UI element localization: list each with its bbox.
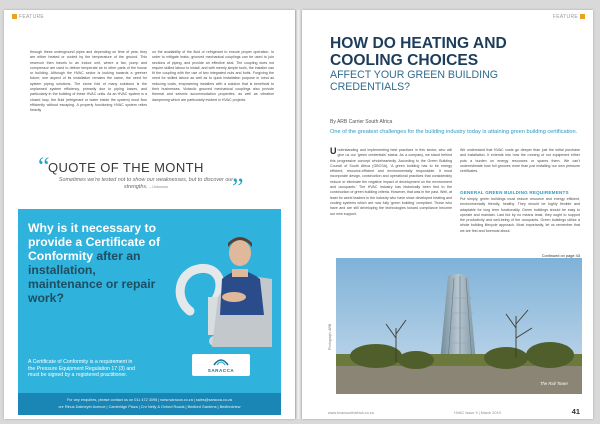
ad-contact-line[interactable]: For any enquiries, please contact us on 011 472 3096 | www.saracca.co.za | sales@saracca.co.za xyxy=(66,398,233,402)
ad-headline-light: Why is it necessary to provide a Certificate of Conformity xyxy=(28,221,161,263)
footer-website[interactable]: www.hvacsouthafrica.co.za xyxy=(328,411,374,415)
section-tag-label: FEATURE xyxy=(19,14,45,20)
magazine-spine xyxy=(295,10,302,419)
quote-body-text: Sometimes we're tested not to show our weaknesses, but to discover our strengths. xyxy=(58,177,234,190)
ad-footer xyxy=(18,393,281,415)
saracca-logo-icon xyxy=(192,354,250,367)
photo-credit: Photograph: ARB xyxy=(328,323,332,350)
quote-text xyxy=(48,177,244,191)
ad-headline xyxy=(28,221,163,305)
tower-photo xyxy=(336,258,582,394)
continued-note: Continued on page 43 xyxy=(541,253,580,258)
ad-headline-dark: after an installation, maintenance or repair work? xyxy=(28,249,156,305)
article-column-1-text: nderstanding and implementing best practices in this sector, who will give us our 'green credentials' status. As a company, we stand behind this progressive concept wholeheartedly. According to the Green Building Council of South Africa (GBCSA), 'A green building has to be energy efficient, resource-efficient and environmentally responsible. It must incorporate design, construction and operational practices that considerably reduce or eliminate the negative impact of development on the environment and occupants.' The HVAC industry has historically been tied to the construction of green building criteria. However, that was in the past. Well, at least for world leaders in the industry who have since developed heating and cooling systems which are now fully 'green building' compliant. Those who have and are still developing the technologies toward compliance become our new support. xyxy=(330,148,452,216)
ad-body: A Certificate of Conformity is a requirement in the Pressure Equipment Regulation 17 (3) and must be signed by a registered practitioner. xyxy=(28,359,135,379)
article-subheadline: AFFECT YOUR GREEN BUILDING CREDENTIALS? xyxy=(330,69,498,93)
engineer-photo xyxy=(168,219,272,347)
quote-title: QUOTE OF THE MONTH xyxy=(48,160,204,175)
left-page xyxy=(4,10,295,419)
saracca-advert[interactable] xyxy=(18,209,281,415)
right-page xyxy=(302,10,593,419)
article-column-2b: Put simply, green buildings must reduce resource and energy efficient, environmentally friendly, healthy. They should be highly flexible and adaptable for long term functionality. Green buildings should be easy to operate and maintain. Last but by no means least, they ought to support the productivity and well-being of the occupants. Green buildings utilise a whole building lifecycle approach. Most importantly, let us remember that we are first and foremost about. xyxy=(460,197,580,233)
photo-caption: The Rail Tower xyxy=(540,381,569,386)
footer-issue: HVAC Issue 9 | March 2019 xyxy=(454,411,501,415)
byline: By ARB Carrier South Africa xyxy=(330,119,393,125)
body-column-1: through these underground pipes and depending on time of year, they are either heated or cooled by the temperature of the ground. This reservoir then travels to an indoor unit, where a fan, pump and compressor are used to deliver temperate air to other parts of the house or building. Although the HVAC sector is looking towards a greener future, one aspect of its installation remains the same, the need for system piping solutions. The stone fold of many solutions is the unplanned system efficiency, primarily due to piping losses, and particularly in the building of these HVAC units. As an HVAC system is a closed loop, the fluid (refrigerant or water inside the system) must flow efficiently without escaping. A properly functioning HVAC system relies heavily xyxy=(30,50,147,113)
section-tag-right-label: FEATURE xyxy=(552,14,578,20)
drop-cap: U xyxy=(330,146,337,156)
section-tag-right xyxy=(553,14,585,20)
close-quote-icon: ” xyxy=(232,173,244,202)
tag-square-icon xyxy=(12,14,17,19)
article-headline: HOW DO HEATING AND COOLING CHOICES xyxy=(330,35,507,69)
open-quote-icon: “ xyxy=(38,152,50,181)
body-column-2: on the availability of the fluid or refrigerant to ensure proper operation. In order to mitigate leaks, grooved mechanical couplings can be used to join sections of piping, and provide an effective seal. The coupling does not require skilled labour to install, and with merely simple tools, the installer can fit the coupling with the use of two integrated nuts and bolts. Forgiving the need for skilled labour as well as to quick installation purpose in mind as reducing costs, empowering installers with a solution that is beneficial to their businesses. Victaulic grooved mechanical couplings also provide thermal and seismic accommodation properties, as well as vibration dampening which are particularly evident in HVAC projects. xyxy=(152,50,274,102)
article-intro: One of the greatest challenges for the building industry today is attaining green building certification. xyxy=(330,129,578,135)
quote-attribution: – Unknown xyxy=(149,185,169,189)
saracca-logo-text: SARACCA xyxy=(207,368,235,373)
ad-address-line: cnr Rinus Dalmeyer Avenue | Cambridge Plaza | Cnr Nelly & Oxford Roads | Bedford Gardens | Bedfordview xyxy=(58,405,241,409)
article-column-2: We understand that HVAC costs go deeper than just the initial purchase and installation. It extends into how the running of our equipment either puts a burden on energy resources or spares them. We can't underestimate how full grooves more than just installing our own pressure certificates. xyxy=(460,148,580,174)
tag-square-icon xyxy=(580,14,585,19)
saracca-logo[interactable] xyxy=(192,354,250,376)
article-column-1 xyxy=(330,148,452,256)
page-number: 41 xyxy=(571,407,580,416)
page-footer xyxy=(328,409,580,417)
section-heading: GENERAL GREEN BUILDING REQUIREMENTS xyxy=(460,190,569,195)
section-tag xyxy=(12,14,44,20)
